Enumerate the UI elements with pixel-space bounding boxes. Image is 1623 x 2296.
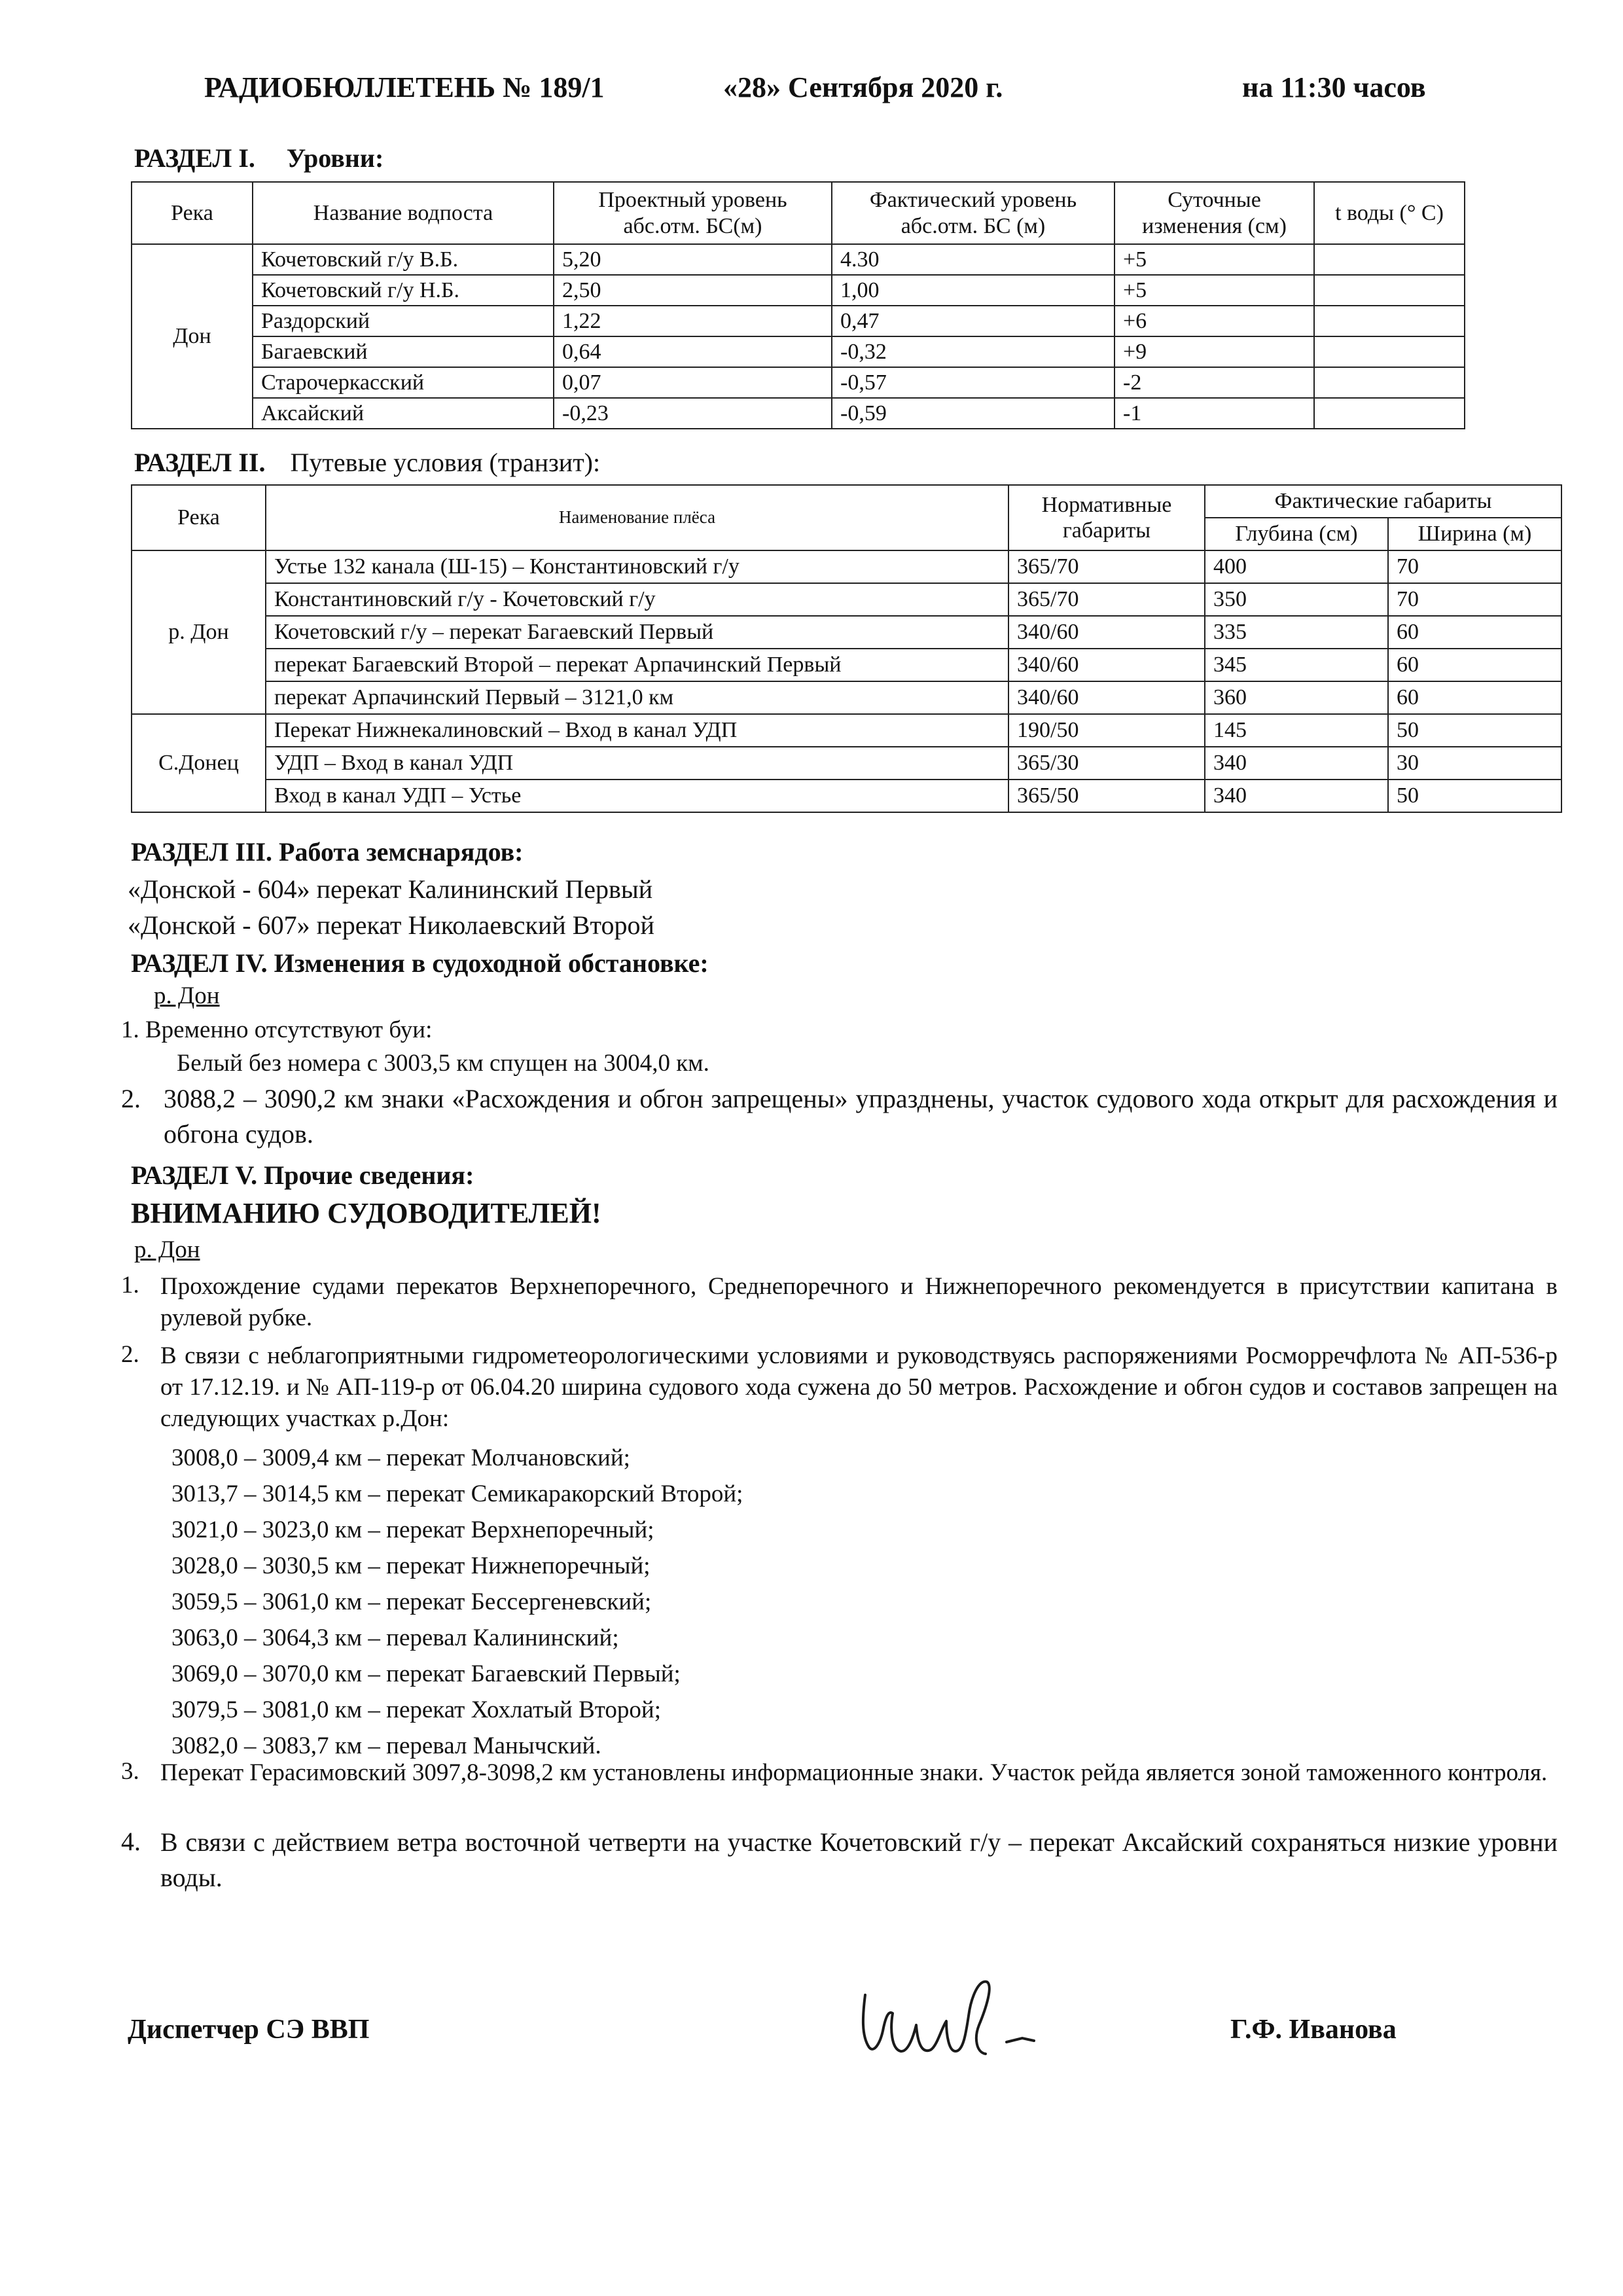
list-item: 3082,0 – 3083,7 км – перевал Манычский.	[171, 1732, 601, 1759]
table-row	[132, 367, 1465, 398]
table-cell: перекат Багаевский Второй – перекат Арпачинский Первый	[266, 649, 1008, 681]
table-cell: -2	[1115, 367, 1314, 398]
table-cell: Вход в канал УДП – Устье	[266, 780, 1008, 812]
table-cell: 340	[1205, 780, 1388, 812]
section5-item4-text: В связи с действием ветра восточной четверти на участке Кочетовский г/у – перекат Аксайский сохраняться низкие уровни воды.	[160, 1827, 1558, 1892]
table-row	[132, 649, 1561, 681]
levels-header-daily-change: Суточные изменения (см)	[1115, 182, 1314, 244]
section2-subtitle: Путевые условия (транзит):	[290, 448, 601, 477]
table-cell: 340	[1205, 747, 1388, 780]
table-row	[132, 244, 1465, 275]
table-cell	[1314, 244, 1465, 275]
list-item: 3059,5 – 3061,0 км – перекат Бессергеневский;	[171, 1588, 652, 1615]
section4-item1-title: 1. Временно отсутствуют буи:	[121, 1016, 433, 1043]
route-table	[131, 484, 1562, 813]
table-cell: 350	[1205, 583, 1388, 616]
table-cell	[1314, 306, 1465, 336]
levels-header-river: Река	[132, 182, 253, 244]
section2-title: РАЗДЕЛ II.	[134, 448, 266, 477]
section4-title: РАЗДЕЛ IV. Изменения в судоходной обстановке:	[131, 948, 709, 978]
section1-heading	[134, 143, 383, 173]
table-cell: 60	[1388, 616, 1561, 649]
table-cell: Кочетовский г/у В.Б.	[253, 244, 554, 275]
section1-title: РАЗДЕЛ I.	[134, 143, 255, 173]
table-cell: Константиновский г/у - Кочетовский г/у	[266, 583, 1008, 616]
list-item: 3079,5 – 3081,0 км – перекат Хохлатый Второй;	[171, 1696, 662, 1723]
list-item: 3013,7 – 3014,5 км – перекат Семикаракорский Второй;	[171, 1480, 743, 1507]
table-cell: 5,20	[554, 244, 832, 275]
dispatcher-name: Г.Ф. Иванова	[1230, 2015, 1397, 2045]
dredger-line-2: «Донской - 607» перекат Николаевский Второй	[128, 910, 654, 940]
table-cell	[1314, 367, 1465, 398]
bulletin-date: «28» Сентября 2020 г.	[723, 71, 1003, 103]
table-cell: -0,57	[832, 367, 1115, 398]
section4-river: р. Дон	[154, 982, 220, 1009]
table-row	[132, 583, 1561, 616]
table-cell: 70	[1388, 583, 1561, 616]
table-row	[132, 714, 1561, 747]
table-cell: 1,00	[832, 275, 1115, 306]
table-cell: 400	[1205, 550, 1388, 583]
levels-header-actual: Фактический уровень абс.отм. БС (м)	[832, 182, 1115, 244]
table-cell: перекат Арпачинский Первый – 3121,0 км	[266, 681, 1008, 714]
table-cell	[1314, 398, 1465, 429]
section4-item1-detail: Белый без номера с 3003,5 км спущен на 3004,0 км.	[177, 1050, 709, 1077]
table-row	[132, 780, 1561, 812]
section5-title: РАЗДЕЛ V. Прочие сведения:	[131, 1160, 474, 1190]
table-cell: 145	[1205, 714, 1388, 747]
section5-item2-text: В связи с неблагоприятными гидрометеорологическими условиями и руководствуясь распоряжениями Росморречфлота № АП-536-р от 17.12.19. и № АП-119-р от 06.04.20 ширина судового хода сужена до 50 метров. Расхождение и обгон судов и составов запрещен на следующих участках р.Дон:	[160, 1342, 1558, 1432]
table-row	[132, 747, 1561, 780]
table-cell: 60	[1388, 649, 1561, 681]
bulletin-title: РАДИОБЮЛЛЕТЕНЬ № 189/1	[204, 71, 605, 103]
route-header-width: Ширина (м)	[1388, 518, 1561, 550]
table-cell: Перекат Нижнекалиновский – Вход в канал УДП	[266, 714, 1008, 747]
table-cell: 70	[1388, 550, 1561, 583]
table-row	[132, 306, 1465, 336]
table-cell: 30	[1388, 747, 1561, 780]
table-cell: 365/70	[1008, 550, 1205, 583]
bulletin-time: на 11:30 часов	[1242, 71, 1426, 103]
table-cell: 365/50	[1008, 780, 1205, 812]
restricted-segments-list	[171, 1440, 743, 1764]
attention-heading: ВНИМАНИЮ СУДОВОДИТЕЛЕЙ!	[131, 1197, 601, 1229]
table-cell: +6	[1115, 306, 1314, 336]
section4-item2-text: 3088,2 – 3090,2 км знаки «Расхождения и обгон запрещены» упразднены, участок судового хода открыт для расхождения и обгона судов.	[164, 1084, 1558, 1149]
table-cell: -0,23	[554, 398, 832, 429]
table-cell: 1,22	[554, 306, 832, 336]
section5-item2-number: 2.	[121, 1341, 139, 1368]
list-item: 3021,0 – 3023,0 км – перекат Верхнепоречный;	[171, 1516, 654, 1543]
route-header-reach: Наименование плёса	[266, 485, 1008, 550]
list-item: 3008,0 – 3009,4 км – перекат Молчановский;	[171, 1444, 630, 1471]
section5-item3-number: 3.	[121, 1758, 139, 1785]
table-row	[132, 681, 1561, 714]
handwritten-signature	[851, 1970, 1073, 2075]
table-row	[132, 550, 1561, 583]
table-cell: 340/60	[1008, 616, 1205, 649]
levels-river-cell: Дон	[132, 244, 253, 429]
route-header-river: Река	[132, 485, 266, 550]
list-item: 3069,0 – 3070,0 км – перекат Багаевский Первый;	[171, 1660, 681, 1687]
section5-river: р. Дон	[134, 1236, 200, 1263]
levels-header-water-temp: t воды (° С)	[1314, 182, 1465, 244]
table-cell: 335	[1205, 616, 1388, 649]
table-cell: Багаевский	[253, 336, 554, 367]
section5-item3-text: Перекат Герасимовский 3097,8-3098,2 км установлены информационные знаки. Участок рейда является зоной таможенного контроля.	[160, 1759, 1548, 1786]
levels-table	[131, 181, 1465, 429]
levels-header-row	[132, 182, 1465, 244]
table-cell: 4.30	[832, 244, 1115, 275]
table-cell: 340/60	[1008, 649, 1205, 681]
route-header-normative: Нормативные габариты	[1008, 485, 1205, 550]
table-cell: -0,32	[832, 336, 1115, 367]
table-cell: 365/70	[1008, 583, 1205, 616]
table-cell: +5	[1115, 275, 1314, 306]
table-row	[132, 616, 1561, 649]
section3-title: РАЗДЕЛ III. Работа земснарядов:	[131, 837, 524, 867]
table-cell: -1	[1115, 398, 1314, 429]
route-river-donets: С.Донец	[132, 714, 266, 812]
table-cell: 345	[1205, 649, 1388, 681]
table-cell: 340/60	[1008, 681, 1205, 714]
table-cell: 360	[1205, 681, 1388, 714]
route-header-depth: Глубина (см)	[1205, 518, 1388, 550]
table-cell: 0,47	[832, 306, 1115, 336]
table-cell: 0,07	[554, 367, 832, 398]
section5-item1-text: Прохождение судами перекатов Верхнепоречного, Среднепоречного и Нижнепоречного рекомендуется в присутствии капитана в рулевой рубке.	[160, 1273, 1558, 1331]
table-cell: +9	[1115, 336, 1314, 367]
list-item: 3063,0 – 3064,3 км – перевал Калининский;	[171, 1624, 619, 1651]
dredger-line-1: «Донской - 604» перекат Калининский Первый	[128, 874, 653, 904]
route-header-row	[132, 485, 1561, 518]
table-cell: Раздорский	[253, 306, 554, 336]
table-cell	[1314, 275, 1465, 306]
table-cell: 365/30	[1008, 747, 1205, 780]
table-cell: 50	[1388, 714, 1561, 747]
section1-subtitle: Уровни:	[286, 143, 384, 173]
table-cell: Кочетовский г/у – перекат Багаевский Первый	[266, 616, 1008, 649]
table-cell	[1314, 336, 1465, 367]
section5-item1-number: 1.	[121, 1272, 139, 1299]
table-cell: Кочетовский г/у Н.Б.	[253, 275, 554, 306]
table-cell: 2,50	[554, 275, 832, 306]
levels-header-post: Название водпоста	[253, 182, 554, 244]
table-row	[132, 398, 1465, 429]
section2-heading	[134, 447, 600, 478]
route-river-don: р. Дон	[132, 550, 266, 714]
section5-item4-number: 4.	[121, 1827, 141, 1856]
levels-header-design: Проектный уровень абс.отм. БС(м)	[554, 182, 832, 244]
table-row	[132, 336, 1465, 367]
dispatcher-role: Диспетчер СЭ ВВП	[128, 2015, 370, 2045]
table-cell: 50	[1388, 780, 1561, 812]
route-header-actual: Фактические габариты	[1205, 485, 1561, 518]
table-cell: Старочеркасский	[253, 367, 554, 398]
table-cell: 190/50	[1008, 714, 1205, 747]
table-cell: -0,59	[832, 398, 1115, 429]
table-cell: Аксайский	[253, 398, 554, 429]
table-cell: 60	[1388, 681, 1561, 714]
table-cell: +5	[1115, 244, 1314, 275]
list-item: 3028,0 – 3030,5 км – перекат Нижнепоречный;	[171, 1552, 651, 1579]
table-cell: Устье 132 канала (Ш-15) – Константиновский г/у	[266, 550, 1008, 583]
table-cell: 0,64	[554, 336, 832, 367]
table-cell: УДП – Вход в канал УДП	[266, 747, 1008, 780]
section4-item2-number: 2.	[121, 1084, 141, 1113]
table-row	[132, 275, 1465, 306]
